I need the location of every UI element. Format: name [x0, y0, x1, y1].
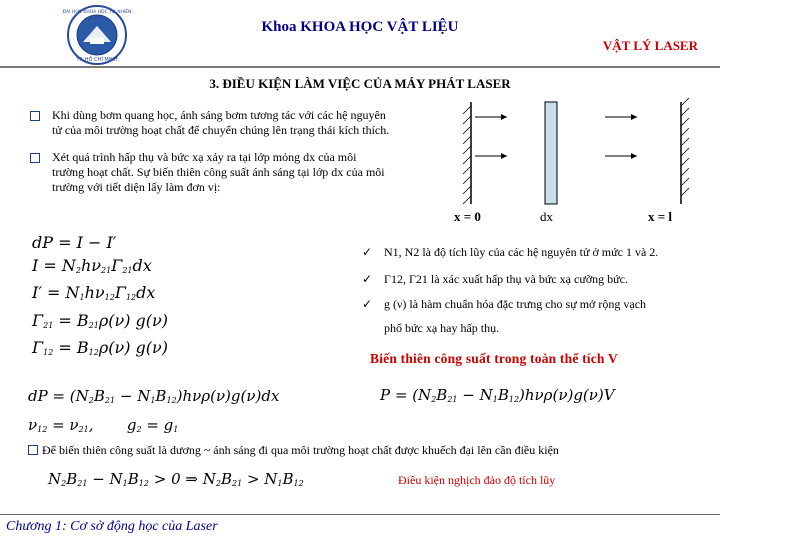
inversion-equation: $N_2B_{21} - N_1B_{12} > 0$ ⇒ $N_2B_{21} > N_1B_{12}$ [48, 470, 304, 488]
condition-text: Để biến thiên công suất là dương ~ ánh sáng đi qua môi trường hoạt chất được khuếch đại lên cần điều kiện [42, 443, 559, 457]
condition-bullet [28, 443, 559, 458]
equations-volume-left [28, 384, 358, 442]
equations-block [32, 232, 332, 365]
label-xl: x = l [648, 209, 673, 224]
medium-slab [545, 102, 557, 204]
equation: dP = $(N_2B_{21} - N_1B_{12})h\nu\rho(\nu)g(\nu)dx$ [28, 387, 280, 405]
equation: $I' = N_1h\nu_{12}\Gamma_{12}dx$ [32, 283, 156, 302]
note-text: g (ν) là hàm chuẩn hóa đặc trưng cho sự mở rộng vạch [384, 297, 647, 311]
note-item [362, 297, 712, 337]
bullet-box-icon [28, 445, 38, 455]
bullet-line: Khi dùng bơm quang học, ánh sáng bơm tương tác với các hệ nguyên [52, 108, 386, 122]
bullet-box-icon [30, 111, 40, 121]
check-icon: ✓ [362, 245, 373, 259]
label-x0: x = 0 [454, 209, 481, 224]
chapter-footer: Chương 1: Cơ sở động học của Laser [6, 519, 218, 534]
svg-text:ĐẠI HỌC KHOA HỌC TỰ NHIÊN: ĐẠI HỌC KHOA HỌC TỰ NHIÊN [62, 10, 132, 15]
equation: $\Gamma_{21} = B_{21}\rho(\nu)$ g(ν) [32, 310, 168, 330]
note-text: Γ12, Γ21 là xác xuất hấp thụ và bức xạ cưỡng bức. [384, 272, 628, 286]
bullet-line: tử của môi trường hoạt chất để chuyển chúng lên trạng thái kích thích. [52, 123, 390, 137]
bullet-line: Xét quá trình hấp thụ và bức xạ xảy ra tại lớp mỏng dx của môi [52, 150, 357, 164]
equation: $\Gamma_{12} = B_{12}\rho(\nu)$ g(ν) [32, 338, 168, 357]
footer-divider [0, 514, 720, 515]
header-divider [0, 66, 720, 68]
note-text: N1, N2 là độ tích lũy của các hệ nguyên tử ở mức 1 và 2. [384, 245, 659, 259]
equation: $\nu_{12} = \nu_{21}$, $g_2 = g_1$ [28, 416, 179, 434]
medium-diagram [455, 96, 705, 226]
equation: $I = N_2h\nu_{21}\Gamma_{21}dx$ [32, 255, 152, 275]
bullet-line: trường hoạt chất. Sự biến thiên công suất ánh sáng tại lớp dx của môi [52, 165, 385, 179]
section-title: 3. ĐIỀU KIỆN LÀM VIỆC CỦA MÁY PHÁT LASER [209, 76, 511, 91]
equation: dP = I − I′ [32, 233, 117, 252]
course-name: VẬT LÝ LASER [602, 38, 698, 53]
faculty-title: Khoa KHOA HỌC VẬT LIỆU [261, 19, 459, 35]
note-text: phổ bức xạ hay hấp thụ. [384, 321, 500, 335]
svg-text:TP. HỒ CHÍ MINH: TP. HỒ CHÍ MINH [76, 57, 118, 63]
note-item [362, 272, 712, 288]
check-icon: ✓ [362, 272, 373, 286]
left-mirror-icon [463, 102, 471, 204]
bullet-box-icon [30, 153, 40, 163]
equation-volume-right: $P = (N_2B_{21} - N_1B_{12})h\nu\rho(\nu)g(\nu)V$ [380, 386, 615, 404]
check-icon: ✓ [362, 297, 373, 311]
note-item [362, 245, 712, 261]
volume-heading: Biến thiên công suất trong toàn thể tích V [370, 351, 618, 366]
label-dx: dx [540, 209, 553, 224]
bullet-line: trường với tiết diện lấy làm đơn vị: [52, 180, 221, 194]
inversion-label: Điều kiện nghịch đảo độ tích lũy [398, 473, 556, 487]
right-mirror-icon [681, 98, 689, 204]
